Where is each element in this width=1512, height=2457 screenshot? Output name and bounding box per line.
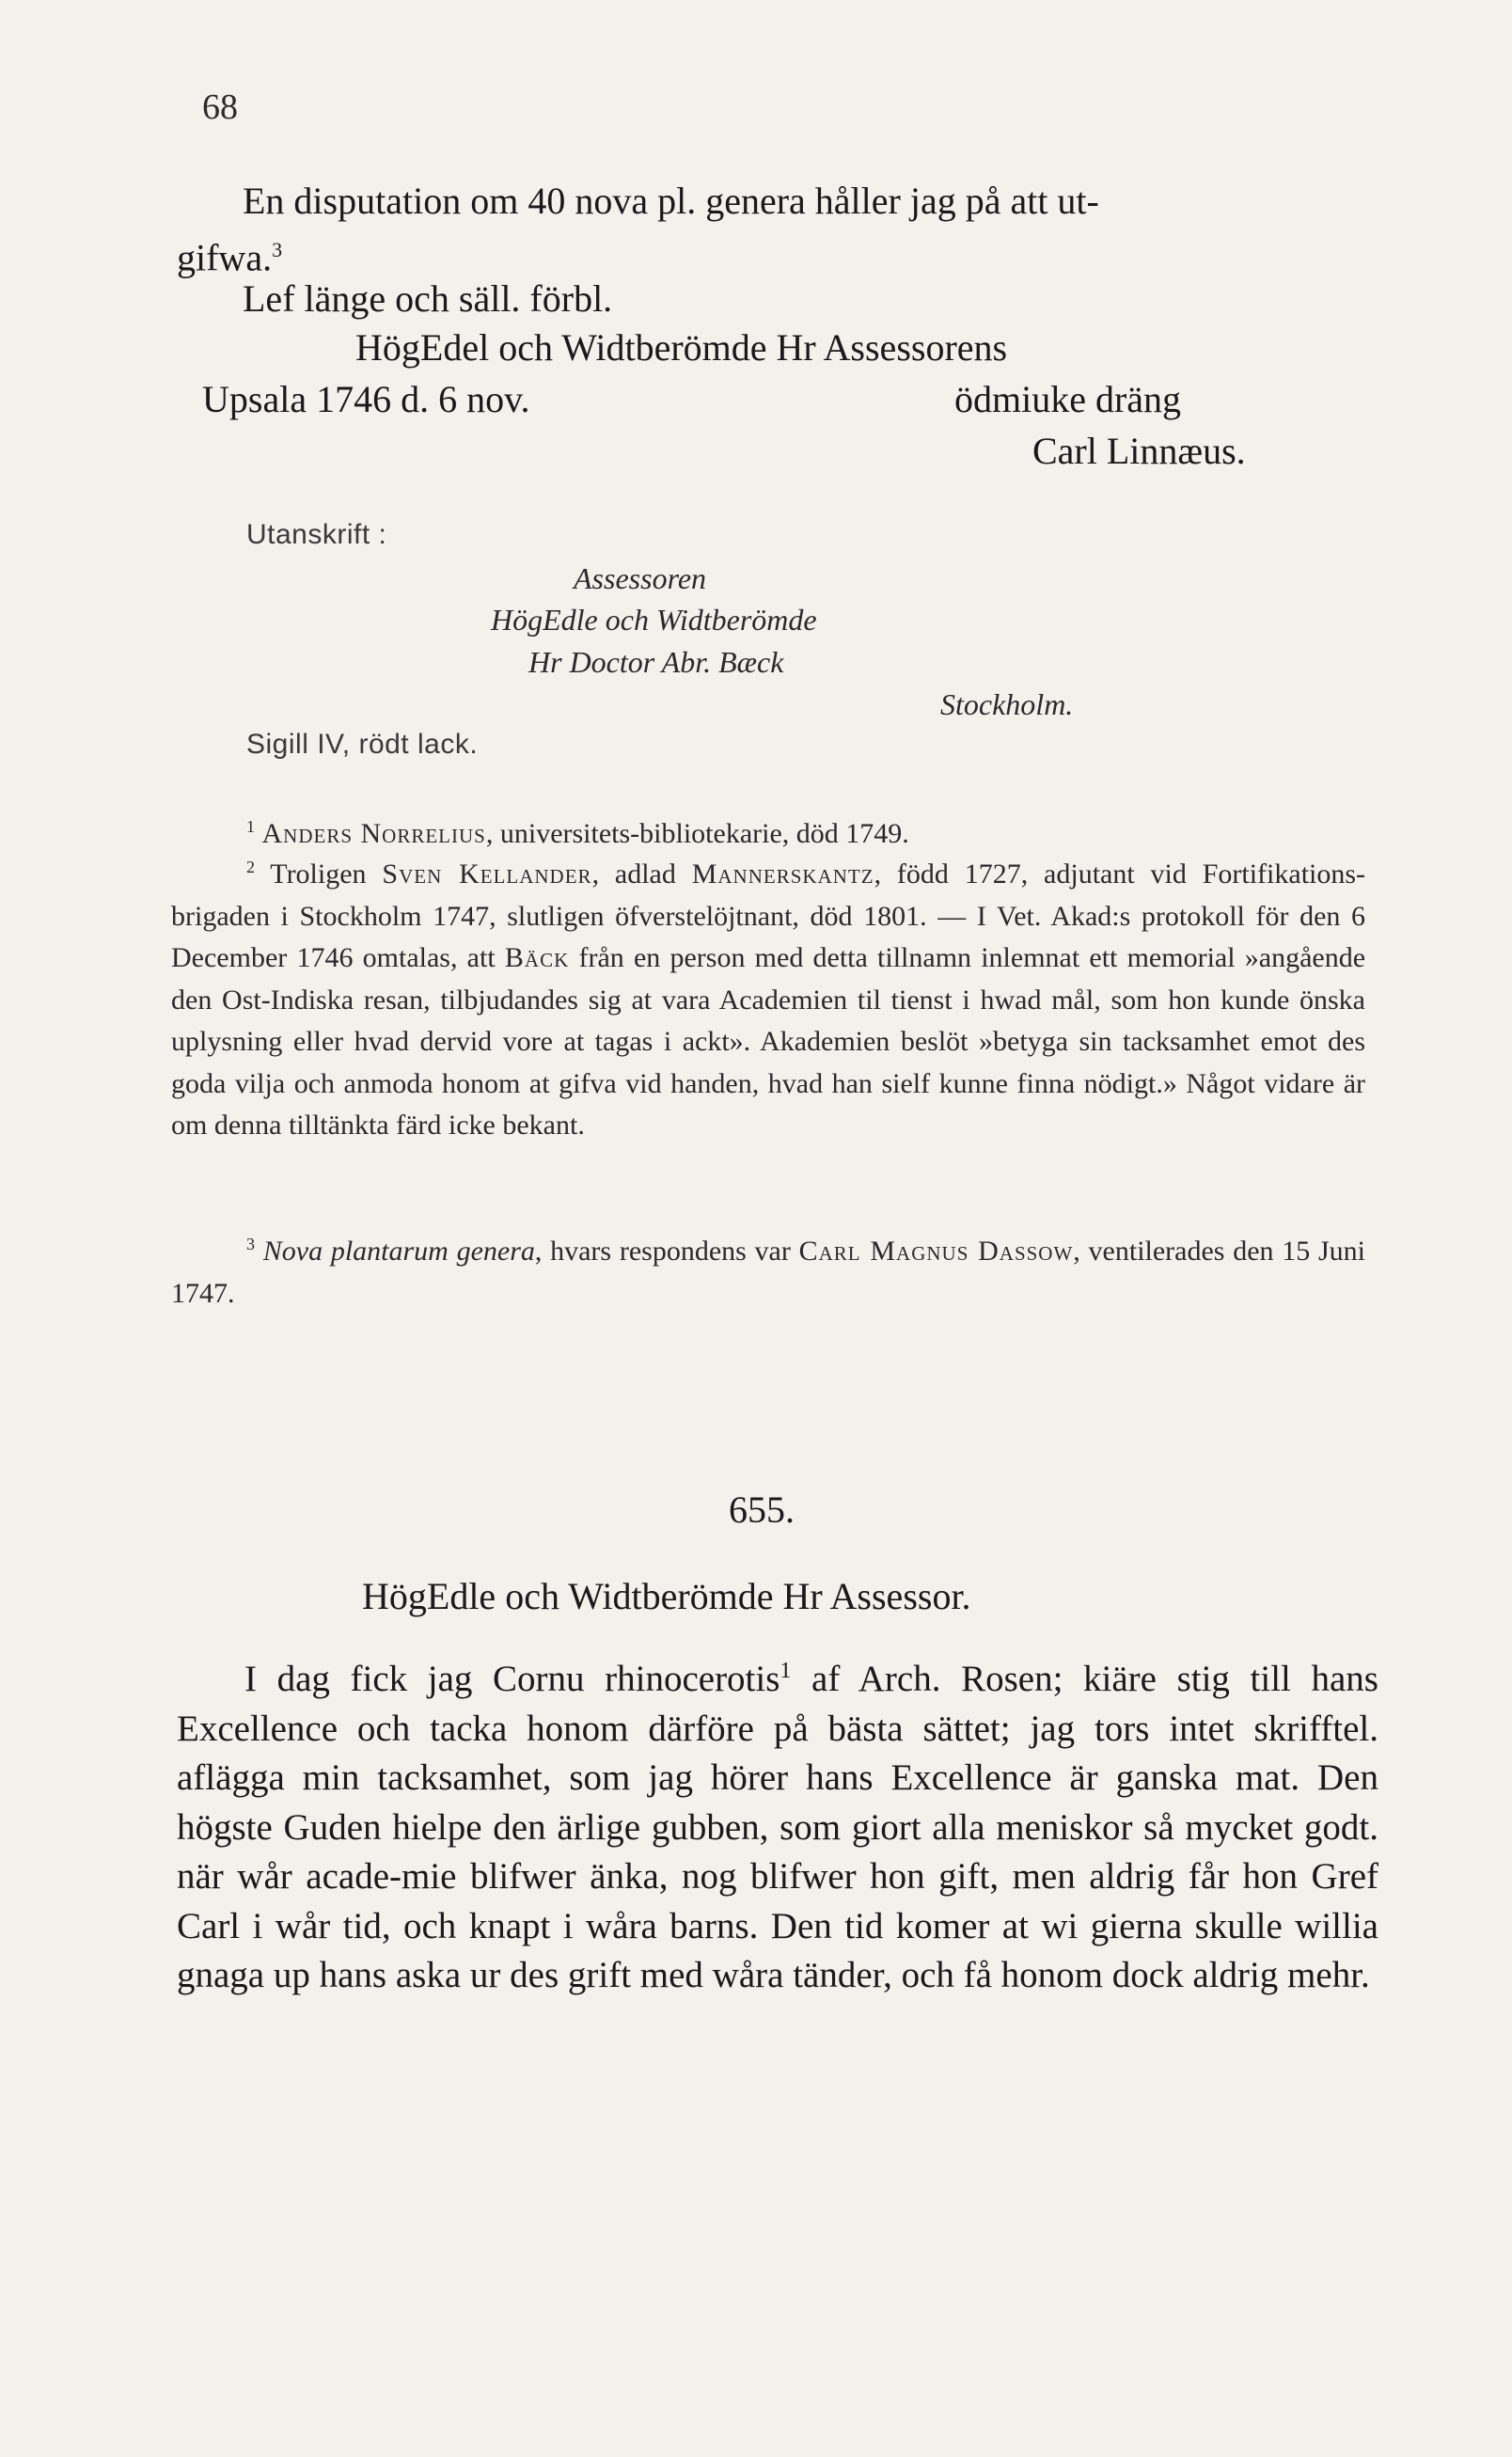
footnote-3-mid: , hvars respondens var — [534, 1236, 791, 1267]
address-line-3: Hr Doctor Abr. Bæck — [528, 645, 784, 679]
place-date: Upsala 1746 d. 6 nov. — [202, 378, 530, 420]
letter-salutation: HögEdle och Widtberömde Hr Assessor. — [362, 1575, 971, 1617]
letter-body-note: 1 — [780, 1659, 792, 1683]
footnote-ref-3: 3 — [272, 238, 283, 261]
signature: Carl Linnæus. — [1032, 430, 1246, 472]
footnote-2-rest1: , född 1727, adjutant vid Fortifikations-brigaden i Stockholm 1747, slutligen öfverstelöjtnant, död 1801. — I Vet. Akad:s protokoll för den 6 December 1746 omtalas, att — [171, 858, 1366, 973]
footnote-2-name: Sven Kellander — [382, 858, 592, 890]
letter-body-post: af Arch. Rosen; kiäre stig till hans Excellence och tacka honom därföre på bästa sättet; jag tors intet skrifftel. aflägga min tacksamhet, som jag hörer hans Excellence är ganska mat. Den högste Guden hielpe den ärlige gubben, som giort alla meniskor så mycket godt. när wår acade-mie blifwer änka, nog blifwer hon gift, men aldrig får hon Gref Carl i wår tid, och knapt i wåra barns. Den tid komer at wi gierna skulle willia gnaga up hans aska ur des grift med wåra tänder, och få honom dock aldrig mehr. — [177, 1659, 1378, 1995]
letter-line-2-text: gifwa. — [177, 236, 273, 279]
address-label: Utanskrift : — [246, 519, 387, 550]
footnote-3-mark: 3 — [246, 1235, 255, 1253]
letter-line-3: Lef länge och säll. förbl. — [243, 277, 613, 320]
footnote-3-rest: , ventilerades den 15 Juni 1747. — [171, 1236, 1366, 1309]
address-line-2: HögEdle och Widtberömde — [491, 603, 817, 637]
footnote-1-text: , universitets-bibliotekarie, död 1749. — [485, 818, 909, 849]
footnote-2-mark: 2 — [246, 858, 255, 876]
letter-line-1: En disputation om 40 nova pl. genera håller jag på att ut- — [243, 180, 1099, 222]
letter-line-4: HögEdel och Widtberömde Hr Assessorens — [355, 326, 1008, 369]
footnote-2-name2: Mannerskantz — [691, 858, 874, 890]
footnote-3 — [171, 1223, 1365, 1315]
address-city: Stockholm. — [940, 687, 1074, 721]
footnote-3-title: Nova plantarum genera — [262, 1236, 535, 1267]
page-number: 68 — [202, 87, 238, 127]
address-line-1: Assessoren — [574, 561, 707, 595]
footnote-1-name: Anders Norrelius — [261, 818, 486, 849]
letter-body — [177, 1646, 1378, 2001]
seal-note: Sigill IV, rödt lack. — [246, 729, 479, 760]
closing: ödmiuke dräng — [954, 378, 1182, 420]
footnote-2-rest2: från en person med detta tillnamn inlemnat ett memorial »angående den Ost-Indiska resan, tilbjudandes sig at vara Academien til tienst i hwad mål, som hon kunde önska uplysning eller hvad dervid vore at tagas i ackt». Akademien beslöt »betyga sin tacksamhet emot des goda vilja och anmoda honom at gifva vid handen, hvad han sielf kunne finna nödigt.» Något vidare är om denna tilltänkta färd icke bekant. — [171, 942, 1366, 1141]
footnote-2 — [171, 846, 1365, 1147]
footnote-2-name3: Bäck — [504, 942, 570, 973]
footnote-2-mid: , adlad — [591, 858, 676, 890]
letter-body-pre: I dag fick jag Cornu rhinocerotis — [244, 1659, 780, 1699]
letter-number: 655. — [729, 1488, 795, 1531]
footnote-2-pre: Troligen — [270, 858, 367, 890]
footnote-1-mark: 1 — [246, 817, 255, 836]
footnote-3-name: Carl Magnus Dassow — [798, 1236, 1074, 1267]
